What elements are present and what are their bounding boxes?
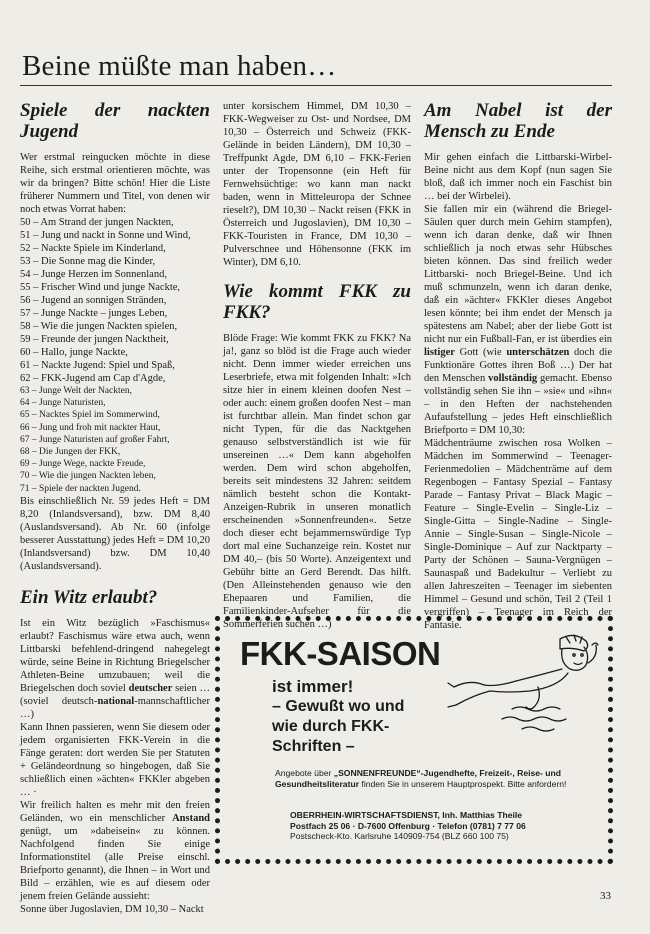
list-item: 71 – Spiele der nackten Jugend.: [20, 483, 141, 494]
text-run: genügt, um »dabeisein« zu können. Nachfolgend finden Sie einige Informationstitel (alle Preise einschl. Briefporto genannt), die Ihnen – in Wort und Bild – erzählen, wie es auf diesem oder jenem freien Gelände aussieht:: [20, 825, 210, 902]
witz-paragraph-4: Sonne über Jugoslavien, DM 10,30 – Nackt: [20, 903, 204, 915]
list-item: 69 – Junge Wege, nackte Freude,: [20, 459, 146, 470]
bold-word: „SONNENFREUNDE“-Jugendhefte, Freizeit-, Reise- und Gesundheitsliteratur: [275, 768, 562, 789]
bold-word: deutscher: [128, 682, 173, 694]
list-item: 58 – Wie die jungen Nackten spielen,: [20, 321, 178, 332]
list-item: 70 – Wie die jungen Nackten leben,: [20, 471, 156, 482]
text-run: doch die Funktionäre Gottes ihren Boß …) Der hat den Menschen: [424, 347, 612, 384]
ad-title: FKK-SAISON: [240, 635, 441, 672]
bold-word: national: [97, 695, 135, 707]
list-item: 68 – Die Jungen der FKK,: [20, 447, 121, 458]
list-item: 59 – Freunde der jungen Nacktheit,: [20, 334, 169, 345]
continued-paragraph: unter korsischem Himmel, DM 10,30 – FKK-Wegweiser zu Ost- und Nordsee, DM 10,30 – Österreich und Schweiz (FKK-Gelände in beiden Ländern), DM 10,30 – Treffpunkt Agde, DM 6,10 – FKK-Ferien unter der Tropensonne (ein Heft für Fernwehsüchtige: wo kann man nackt baden, wenn in Mitteleuropa der Schnee rieselt?), DM 10,30 – Nackt reisen (FKK in Österreich und Jugoslavien), DM 10,30 – FKK-Touristen in France, DM 10,30 – Pulverschnee und Höhensonne (FKK im Winter), DM 6,10.: [223, 101, 411, 268]
page-title: Beine müßte man haben…: [22, 50, 337, 82]
list-item: 65 – Nacktes Spiel im Sommerwind,: [20, 410, 160, 421]
text-run: seien … (soviel deutsch-: [20, 682, 210, 707]
title-list-paragraph: Mädchenträume zwischen rosa Wolken – Mädchen im Sommerwind – Teenager-Ferienmedolien – Mädchenträme auf dem Regenbogen – Fantasy Spezial – Fantasy Parade – Fantasy Privat – Black Magic – Feature – Single-Evelin – Single-Liz – Single-Gitta – Single-Nadine – Single-Annie – Single-Susan – Single-Nicole – Single-Dominique – Auf zur Nacktparty – Party der Schönen – Sauna-Vergnügen – Saunaspaß und Badekultur – Verliebt zu allen Jahreszeiten – Teenager im siebenten Himmel – Gesund und schön, Teil 2 (Teil 1 vergriffen) – Teenager im Reich der Fantasie.: [424, 438, 612, 631]
text-run: Angebote über: [275, 768, 334, 778]
nabel-paragraph-2: [424, 203, 612, 437]
address-line: OBERRHEIN-WIRTSCHAFTSDIENST, Inh. Matthias Theile: [290, 810, 523, 820]
swimmer-illustration: [442, 629, 602, 734]
bold-word: vollständig: [488, 373, 538, 384]
text-run: Ist ein Witz bezüglich »Faschismus« erlaubt? Faschismus wäre etwa auch, wenn Littbarski befehlend-dringend nahegelegt würde, seine Beine in Richtung Briegelscher Athleten-Beine umzubauen; weil die Briegelschen doch soviel: [20, 617, 210, 694]
heading-witz: Ein Witz erlaubt?: [20, 586, 158, 608]
list-item: 64 – Junge Naturisten,: [20, 398, 106, 409]
list-item: 53 – Die Sonne mag die Kinder,: [20, 256, 156, 267]
nabel-paragraph-1: Mir gehen einfach die Littbarski-Wirbel-Beine nicht aus dem Kopf (nun sagen Sie bloß, daß ich immer noch ein Faschist bin … bei der Wirbelei).: [424, 152, 612, 202]
list-item: 52 – Nackte Spiele im Kinderland,: [20, 243, 166, 254]
list-item: 67 – Junge Naturisten auf großer Fahrt,: [20, 434, 170, 445]
column-left: [20, 100, 210, 916]
text-run: finden Sie in unserem Hauptprospekt. Bitte anfordern!: [359, 778, 567, 789]
ad-offer-text: [275, 768, 585, 789]
list-item: 55 – Frischer Wind und junge Nackte,: [20, 282, 181, 293]
column-middle: [223, 100, 411, 631]
bold-word: listiger: [424, 347, 455, 358]
text-run: gemacht. Ebenso vollständig sehen Sie ihn – »sie« und »ihn« – in den Heften der nachstehenden Aufaufstellung – jedes Heft einschließlich Briefporto = DM 10,30:: [424, 373, 612, 436]
column-right: [424, 100, 612, 632]
text-run: Wir freilich halten es mehr mit den freien Geländen, wo ein menschlicher: [20, 799, 210, 824]
list-item: 66 – Jung und froh mit nackter Haut,: [20, 422, 161, 433]
witz-paragraph-2: Kann Ihnen passieren, wenn Sie diesem oder jedem organisierten FKK-Verein in die Fänge geraten: dort werden Sie per Statuten + Geländeordnung so hingebogen, daß Sie schließlich einen »ächten« FKKler abgeben … ·: [20, 721, 210, 798]
list-item: 56 – Jugend an sonnigen Stränden,: [20, 295, 167, 306]
ad-address: [290, 810, 590, 842]
slogan-line: wie durch FKK-: [272, 718, 390, 735]
slogan-line: – Gewußt wo und: [272, 698, 405, 715]
bold-word: Anstand: [172, 812, 210, 824]
advertisement-box: [215, 616, 613, 864]
list-item: 63 – Junge Welt der Nackten,: [20, 386, 132, 396]
bold-word: unterschätzen: [506, 347, 570, 358]
witz-paragraph-3: [20, 799, 210, 903]
slogan-line: ist immer!: [272, 677, 354, 696]
heading-nabel: Am Nabel ist der Mensch zu Ende: [424, 100, 612, 142]
text-run: Gott (wie: [454, 347, 507, 358]
issue-list-small: [20, 385, 210, 495]
heading-fkk: Wie kommt FKK zu FKK?: [223, 281, 411, 323]
address-line: Postscheck-Kto. Karlsruhe 140909-754 (BLZ 660 100 75): [290, 831, 509, 841]
list-item: 60 – Hallo, junge Nackte,: [20, 347, 128, 358]
intro-paragraph: Wer erstmal reingucken möchte in diese Reihe, sich erstmal orientieren möchte, was wir da bringen? Bitte schön! Hier die Liste früherer Nummern und Titel, von denen wir noch etwas Vorrat haben:: [20, 152, 210, 215]
witz-paragraph-1: [20, 617, 210, 721]
heading-spiele: Spiele der nackten Jugend: [20, 100, 210, 142]
list-item: 54 – Junge Herzen im Sonnenland,: [20, 269, 167, 280]
slogan-line: Schriften –: [272, 738, 355, 755]
title-rule: [20, 85, 612, 86]
price-paragraph: Bis einschließlich Nr. 59 jedes Heft = DM 8,20 (Inlandsversand), bzw. DM 8,40 (Auslandsversand). Ab Nr. 60 (infolge besserer Ausstattung) jedes Heft = DM 10,20 (Inlandsversand) bzw. DM 10,40 (Auslandsversand).: [20, 495, 210, 572]
issue-list: [20, 216, 210, 385]
text-run: -mannschaftlicher …): [20, 695, 210, 720]
fkk-paragraph: Blöde Frage: Wie kommt FKK zu FKK? Na ja!, ganz so blöd ist die Frage auch wieder nicht. Denn immer wieder erreichen uns Leserbriefe, etwa mit folgenden Inhalt: »Ich sitze hier in einem kleinen doofen Nest – oder auch: einem großen doofen Nest – man ist furchtbar allein. Man findet schon gar nicht Typen, für die das Nacktgehen genauso selbstverständlich ist wie für unsereinen …« Dem kann abgeholfen werden. Dem wird schon abgeholfen, bereits seit mindestens 32 Jahren: seitdem nämlich besteht schon die Kontakt-Anzeigen-Rubrik in unseren monatlich erscheinenden »Sonnenfreunden«. Setze doch dieser echt bejammernswürdige Typ dort mal eine Suchanzeige rein. Kostet nur DM 40,– (bis 50 Worte). Anzeigentext und Gebühr bitte an Gerd Berendt. Das hilft. (Den Alleinstehenden genauso wie den Ehepaaren und Familien, die Familienkinder-Aufseher für die Sommerferien suchen …): [223, 333, 411, 630]
list-item: 51 – Jung und nackt in Sonne und Wind,: [20, 230, 191, 241]
list-item: 57 – Junge Nackte – junges Leben,: [20, 308, 168, 319]
list-item: 62 – FKK-Jugend am Cap d'Agde,: [20, 373, 166, 384]
ad-slogan: [272, 677, 442, 757]
page-number: 33: [600, 890, 611, 902]
address-line: Postfach 25 06 · D-7600 Offenburg · Telefon (0781) 7 77 06: [290, 820, 526, 831]
text-run: Sie fallen mir ein (während die Briegel-Säulen quer durch mein Gehirn stampfen), wenn ich daran denke, daß wir Ihnen schließlich ja noch etwas sehr Hübsches bieten können. Das sind freilich weder Littbarski- noch Briegel-Beine. Und ich muß schmunzeln, wenn ich daran denke, daß ein »ächter« FKKler dieses Angebot lesen könnte; bei ihm endet der Mensch ja spätestens am Nabel; aber der liebe Gott ist nicht nur ein Fußball-Fan, er ist überdies ein: [424, 204, 612, 345]
list-item: 61 – Nackte Jugend: Spiel und Spaß,: [20, 360, 175, 371]
list-item: 50 – Am Strand der jungen Nackten,: [20, 217, 174, 228]
